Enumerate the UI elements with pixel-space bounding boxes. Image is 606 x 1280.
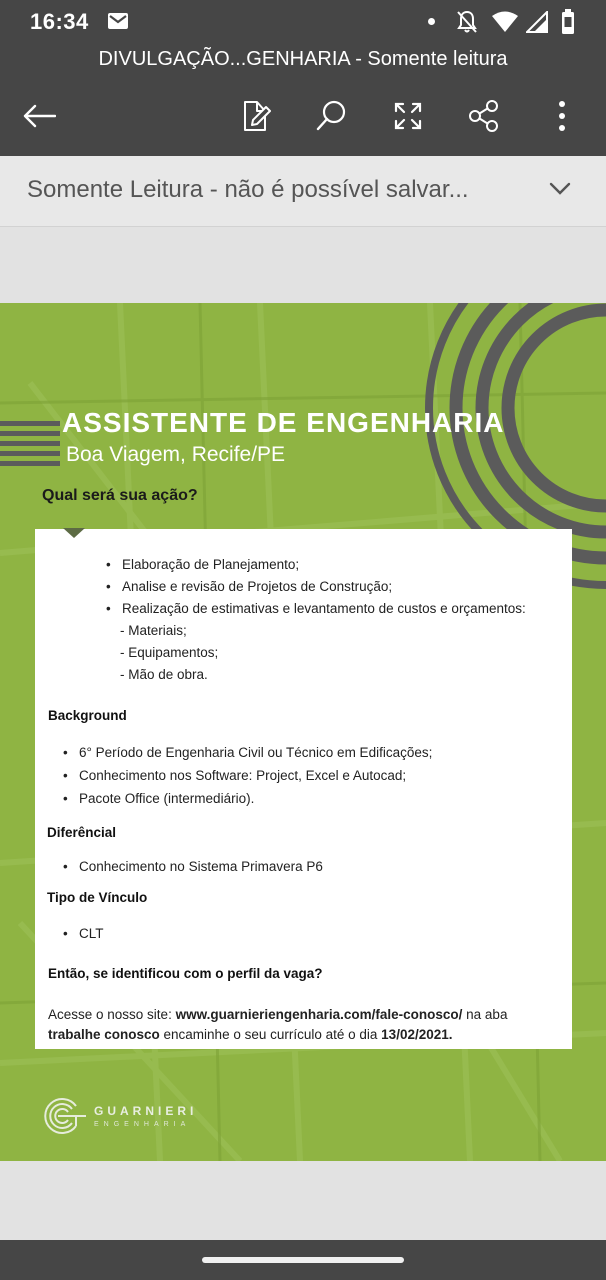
back-arrow-icon[interactable] — [19, 96, 59, 136]
cta-line-1 — [48, 1007, 507, 1022]
edit-icon[interactable] — [236, 96, 276, 136]
document-title: DIVULGAÇÃO...GENHARIA - Somente leitura — [98, 48, 508, 70]
background-item: • 6° Período de Engenharia Civil ou Técnico em Edificações; — [79, 745, 432, 760]
read-only-text: Somente Leitura - não é possível salvar... — [27, 176, 469, 203]
read-only-banner[interactable] — [0, 156, 606, 227]
logo-name: GUARNIERI — [94, 1104, 198, 1118]
home-gesture-handle[interactable] — [202, 1257, 404, 1263]
more-icon[interactable] — [542, 96, 582, 136]
notifications-off-icon — [456, 10, 478, 39]
battery-icon — [561, 9, 575, 40]
logo-mark-icon — [38, 1096, 88, 1136]
contract-item: • CLT — [79, 926, 104, 941]
action-item: • Elaboração de Planejamento; — [122, 557, 299, 572]
status-time: 16:34 — [30, 9, 89, 34]
job-flyer — [0, 303, 606, 1161]
cta-text: encaminhe o seu currículo até o dia — [159, 1027, 382, 1042]
status-bar — [0, 0, 606, 44]
cta-text: na aba — [462, 1007, 508, 1022]
action-subitem: - Equipamentos; — [120, 645, 219, 660]
fullscreen-icon[interactable] — [388, 96, 428, 136]
job-details-box — [35, 529, 572, 1049]
action-item: • Realização de estimativas e levantamento de custos e orçamentos: — [122, 601, 526, 616]
contract-heading: Tipo de Vínculo — [47, 890, 148, 905]
differential-heading: Diferêncial — [47, 825, 117, 840]
page-gap-top — [0, 227, 606, 303]
company-logo — [38, 1096, 198, 1141]
background-heading: Background — [48, 708, 127, 723]
cta-heading: Então, se identificou com o perfil da vaga? — [48, 966, 323, 981]
signal-icon — [526, 11, 548, 38]
chevron-down-icon[interactable] — [549, 182, 571, 201]
site-url: www.guarnieriengenharia.com/fale-conosco/ — [175, 1007, 463, 1022]
search-icon[interactable] — [311, 96, 351, 136]
action-subitem: - Mão de obra. — [120, 667, 208, 682]
cta-line-2 — [48, 1027, 453, 1042]
question-heading: Qual será sua ação? — [42, 487, 198, 504]
wifi-icon — [492, 11, 518, 38]
page-gap-bottom — [0, 1161, 606, 1240]
job-title: ASSISTENTE DE ENGENHARIA — [62, 407, 505, 438]
share-icon[interactable] — [464, 96, 504, 136]
box-pointer — [63, 528, 85, 538]
logo-subtitle: ENGENHARIA — [94, 1121, 191, 1128]
cta-tab-name: trabalhe conosco — [48, 1027, 160, 1042]
system-nav-bar — [0, 1240, 606, 1280]
cta-deadline: 13/02/2021. — [381, 1027, 453, 1042]
background-item: • Pacote Office (intermediário). — [79, 791, 254, 806]
app-top-bar — [0, 0, 606, 156]
differential-item: • Conhecimento no Sistema Primavera P6 — [79, 859, 323, 874]
notification-dot — [428, 18, 435, 25]
cta-text: Acesse o nosso site: — [48, 1007, 176, 1022]
action-item: • Analise e revisão de Projetos de Construção; — [122, 579, 392, 594]
job-location: Boa Viagem, Recife/PE — [66, 443, 286, 466]
action-subitem: - Materiais; — [120, 623, 187, 638]
mail-icon — [108, 13, 128, 29]
background-item: • Conhecimento nos Software: Project, Excel e Autocad; — [79, 768, 406, 783]
